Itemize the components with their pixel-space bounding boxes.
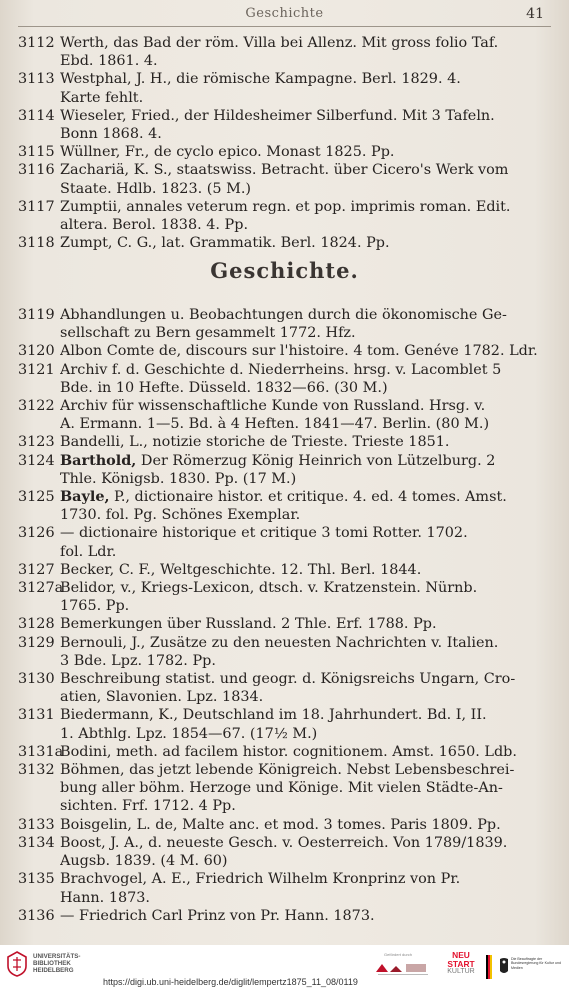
entry-text [60, 706, 553, 742]
entry-line: 3 Bde. Lpz. 1782. Pp. [60, 652, 216, 669]
catalog-entry [18, 306, 553, 342]
partner-logos [372, 952, 436, 982]
entry-line: A. Ermann. 1—5. Bd. à 4 Heften. 1841—47. Berlin. (80 M.) [60, 416, 490, 433]
entry-line: Zumptii, annales veterum regn. et pop. imprimis roman. Edit. [60, 198, 511, 215]
catalog-entry [18, 452, 553, 488]
neustart-line1: NEU [452, 950, 470, 960]
section-heading: Geschichte. [210, 258, 359, 283]
neustart-line3: KULTUR [447, 968, 475, 976]
entry-line: Hann. 1873. [60, 889, 151, 906]
entry-line: Abhandlungen u. Beobachtungen durch die ökonomische Ge- [60, 307, 507, 323]
catalog-entry [18, 615, 553, 633]
entry-line: Boost, J. A., d. neueste Gesch. v. Oesterreich. Von 1789/1839. [60, 834, 508, 851]
entry-line: sellschaft zu Bern gesammelt 1772. Hfz. [60, 325, 356, 342]
catalog-entry [18, 70, 553, 106]
university-library-name[interactable] [33, 953, 80, 975]
entry-line: Biedermann, K., Deutschland im 18. Jahrhundert. Bd. I, II. [60, 707, 487, 724]
entry-text [60, 579, 553, 615]
entry-line: Bonn 1868. 4. [60, 126, 162, 143]
entry-number: 3121 [18, 361, 55, 378]
entry-line: Böhmen, das jetzt lebende Königreich. Nebst Lebensbeschrei- [60, 762, 515, 779]
catalog-entry [18, 816, 553, 834]
entry-number: 3112 [18, 35, 55, 51]
entry-text [60, 615, 553, 633]
entry-author-bold: Bayle, [60, 488, 110, 506]
entry-line: — dictionaire historique et critique 3 tomi Rotter. 1702. [60, 525, 468, 542]
entry-number: 3135 [18, 871, 55, 888]
entry-line: Boisgelin, L. de, Malte anc. et mod. 3 tomes. Paris 1809. Pp. [60, 816, 501, 833]
entry-text [60, 561, 553, 579]
entry-line: Becker, C. F., Weltgeschichte. 12. Thl. Berl. 1844. [60, 561, 422, 578]
catalog-entry [18, 433, 553, 451]
entry-text [60, 816, 553, 834]
page-number: 41 [526, 6, 544, 22]
entry-text [60, 143, 553, 161]
entry-text [60, 234, 553, 252]
entry-line: bung aller böhm. Herzoge und Könige. Mit vielen Städte-An- [60, 780, 503, 797]
entry-number: 3113 [18, 71, 55, 88]
catalog-entry [18, 342, 553, 360]
entry-text [60, 488, 553, 524]
catalog-entry [18, 361, 553, 397]
entry-line: Karte fehlt. [60, 89, 144, 106]
running-head [0, 4, 569, 26]
entry-text [60, 907, 553, 925]
entry-text [60, 743, 553, 761]
entry-line: Werth, das Bad der röm. Villa bei Allenz. Mit gross folio Taf. [60, 35, 499, 51]
bkm-text: Die Beauftragte der Bundesregierung für Kultur und Medien [511, 957, 561, 970]
entry-line: Archiv für wissenschaftliche Kunde von Russland. Hrsg. v. [60, 398, 486, 415]
entry-text [60, 433, 553, 451]
entry-text [60, 306, 553, 342]
entry-number: 3134 [18, 834, 55, 851]
uni-line2: BIBLIOTHEK [33, 960, 71, 968]
entry-line: Albon Comte de, discours sur l'histoire. 4 tom. Genéve 1782. Ldr. [60, 343, 538, 360]
entry-number: 3125 [18, 489, 55, 506]
catalog-entry [18, 488, 553, 524]
uni-line3: HEIDELBERG [33, 967, 74, 975]
catalog-entry [18, 234, 553, 252]
entry-number: 3130 [18, 671, 55, 688]
entry-number: 3126 [18, 525, 55, 542]
entry-line: Zachariä, K. S., staatswiss. Betracht. über Cicero's Werk vom [60, 162, 509, 179]
entry-line: fol. Ldr. [60, 543, 117, 560]
entry-text [60, 397, 553, 433]
catalog-entry [18, 907, 553, 925]
catalog-entry [18, 143, 553, 161]
entry-line: Zumpt, C. G., lat. Grammatik. Berl. 1824. Pp. [60, 235, 390, 252]
entry-line: atien, Slavonien. Lpz. 1834. [60, 689, 264, 706]
entry-text [60, 670, 553, 706]
entry-number: 3116 [18, 162, 55, 179]
entry-line [60, 452, 553, 470]
catalog-entry [18, 579, 553, 615]
entry-line: Wieseler, Fried., der Hildesheimer Silberfund. Mit 3 Tafeln. [60, 107, 495, 124]
entry-text [60, 524, 553, 560]
entry-text [60, 342, 553, 360]
entry-text [60, 361, 553, 397]
entry-number: 3118 [18, 235, 55, 252]
entry-number: 3115 [18, 144, 55, 161]
catalog-entry [18, 743, 553, 761]
university-seal-icon[interactable] [6, 951, 28, 977]
entry-line: Wüllner, Fr., de cyclo epico. Monast 1825. Pp. [60, 144, 395, 161]
permalink-url[interactable]: https://digi.ub.uni-heidelberg.de/diglit/lempertz1875_11_08/0119 [103, 977, 358, 987]
entry-text [60, 634, 553, 670]
entry-line-rest: P., dictionaire histor. et critique. 4. ed. 4 tomes. Amst. [109, 489, 507, 506]
catalog-entry [18, 524, 553, 560]
entry-line: Brachvogel, A. E., Friedrich Wilhelm Kronprinz von Pr. [60, 871, 461, 888]
entry-line: Bernouli, J., Zusätze zu den neuesten Nachrichten v. Italien. [60, 634, 499, 651]
entry-line: Bde. in 10 Hefte. Düsseld. 1832—66. (30 M.) [60, 379, 388, 396]
entries-before-section [18, 34, 553, 252]
entry-line: Augsb. 1839. (4 M. 60) [60, 853, 228, 870]
catalog-entry [18, 834, 553, 870]
entry-line: 1. Abthlg. Lpz. 1854—67. (17½ M.) [60, 725, 318, 742]
partner-caption: Gefördert durch [384, 952, 413, 957]
entry-line: Bandelli, L., notizie storiche de Trieste. Trieste 1851. [60, 434, 450, 451]
entry-number: 3119 [18, 307, 55, 323]
entry-text [60, 870, 553, 906]
entry-text [60, 34, 553, 70]
entry-line: 1765. Pp. [60, 598, 130, 615]
entry-line-rest: Der Römerzug König Heinrich von Lützelburg. 2 [136, 452, 496, 469]
entry-line: Belidor, v., Kriegs-Lexicon, dtsch. v. Kratzenstein. Nürnb. [60, 580, 478, 597]
neustart-kultur-logo [444, 951, 478, 977]
catalog-entry [18, 561, 553, 579]
entry-number: 3132 [18, 762, 55, 779]
entry-number: 3122 [18, 398, 55, 415]
entry-number: 3131 [18, 707, 55, 724]
entry-number: 3120 [18, 343, 55, 360]
entry-number: 3136 [18, 907, 55, 924]
catalog-entry [18, 706, 553, 742]
catalog-entry [18, 198, 553, 234]
uni-line1: UNIVERSITÄTS- [33, 953, 81, 960]
catalog-entry [18, 397, 553, 433]
catalog-entry [18, 34, 553, 70]
entry-number: 3114 [18, 107, 55, 124]
catalog-entry [18, 107, 553, 143]
entry-number: 3133 [18, 816, 55, 833]
entry-number: 3127 [18, 561, 55, 578]
entry-line: altera. Berol. 1838. 4. Pp. [60, 217, 249, 234]
entry-line: Bodini, meth. ad facilem histor. cognitionem. Amst. 1650. Ldb. [60, 743, 517, 760]
entry-number: 3124 [18, 452, 55, 469]
catalog-entry [18, 761, 553, 816]
entry-text [60, 70, 553, 106]
entry-text [60, 161, 553, 197]
neustart-line2: START [447, 958, 475, 969]
entry-line: Bemerkungen über Russland. 2 Thle. Erf. 1788. Pp. [60, 616, 437, 633]
entry-line: — Friedrich Carl Prinz von Pr. Hann. 1873. [60, 907, 375, 924]
header-rule [18, 26, 551, 27]
running-title: Geschichte [245, 6, 324, 21]
entry-text [60, 834, 553, 870]
entry-line: Ebd. 1861. 4. [60, 53, 158, 70]
entry-text [60, 198, 553, 234]
entry-text [60, 107, 553, 143]
entry-line: Westphal, J. H., die römische Kampagne. Berl. 1829. 4. [60, 71, 461, 88]
entry-line: sichten. Frf. 1712. 4 Pp. [60, 798, 236, 815]
entry-line: Thle. Königsb. 1830. Pp. (17 M.) [60, 470, 297, 487]
entry-text [60, 452, 553, 488]
entry-line: 1730. fol. Pg. Schönes Exemplar. [60, 507, 301, 524]
entry-line: Staate. Hdlb. 1823. (5 M.) [60, 180, 252, 197]
catalog-entry [18, 870, 553, 906]
entry-author-bold: Barthold, [60, 451, 137, 469]
entry-number: 3131a [18, 743, 64, 760]
entry-line: Beschreibung statist. und geogr. d. Königsreichs Ungarn, Cro- [60, 671, 516, 688]
viewer-footer [0, 945, 569, 989]
catalog-entry [18, 634, 553, 670]
catalog-entry [18, 670, 553, 706]
entry-line: Archiv f. d. Geschichte d. Niederrheins. hrsg. v. Lacomblet 5 [60, 361, 502, 378]
entry-number: 3123 [18, 434, 55, 451]
entry-number: 3117 [18, 198, 55, 215]
entry-text [60, 761, 553, 816]
catalog-entry [18, 161, 553, 197]
entry-number: 3128 [18, 616, 55, 633]
entries-after-section [18, 306, 553, 925]
entry-line [60, 488, 553, 506]
entry-number: 3129 [18, 634, 55, 651]
entry-number: 3127a [18, 580, 64, 597]
